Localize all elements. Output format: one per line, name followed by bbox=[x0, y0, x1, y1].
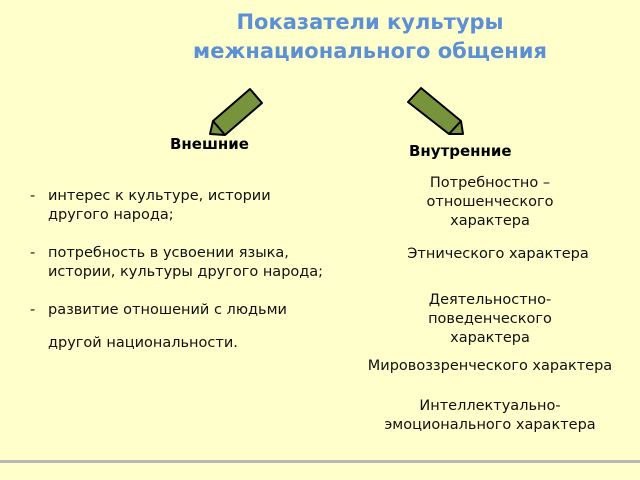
external-item-text: потребность в усвоении языка, истории, культуры другого народа; bbox=[48, 245, 324, 280]
external-item-1 bbox=[30, 187, 330, 225]
external-item-3-continuation: другой национальности. bbox=[48, 335, 238, 351]
internal-item-2: Этнического характера bbox=[407, 246, 589, 262]
external-heading: Внешние bbox=[170, 135, 249, 153]
internal-heading: Внутренние bbox=[409, 142, 512, 160]
left-pencil-arrow-icon bbox=[210, 89, 262, 135]
internal-item-3: Деятельностно-поведенческого характера bbox=[428, 292, 552, 346]
bottom-divider bbox=[0, 460, 640, 463]
external-item-2 bbox=[30, 244, 330, 282]
internal-item-5: Интеллектуально-эмоционального характера bbox=[384, 398, 596, 433]
right-pencil-arrow-icon bbox=[408, 88, 463, 134]
external-list bbox=[30, 187, 330, 353]
bullet-dash: - bbox=[30, 302, 36, 318]
title-line-1: Показатели культуры bbox=[236, 10, 504, 34]
title-line-2: межнационального общения bbox=[193, 39, 547, 63]
external-item-text: интерес к культуре, истории другого народа; bbox=[48, 188, 271, 223]
bullet-dash: - bbox=[30, 245, 36, 261]
external-item-text: развитие отношений с людьми bbox=[48, 302, 287, 318]
internal-item-1: Потребностно – отношенческого характера bbox=[426, 175, 554, 229]
bullet-dash: - bbox=[30, 188, 36, 204]
internal-item-4: Мировоззренческого характера bbox=[367, 358, 613, 374]
external-item-3 bbox=[30, 301, 330, 320]
